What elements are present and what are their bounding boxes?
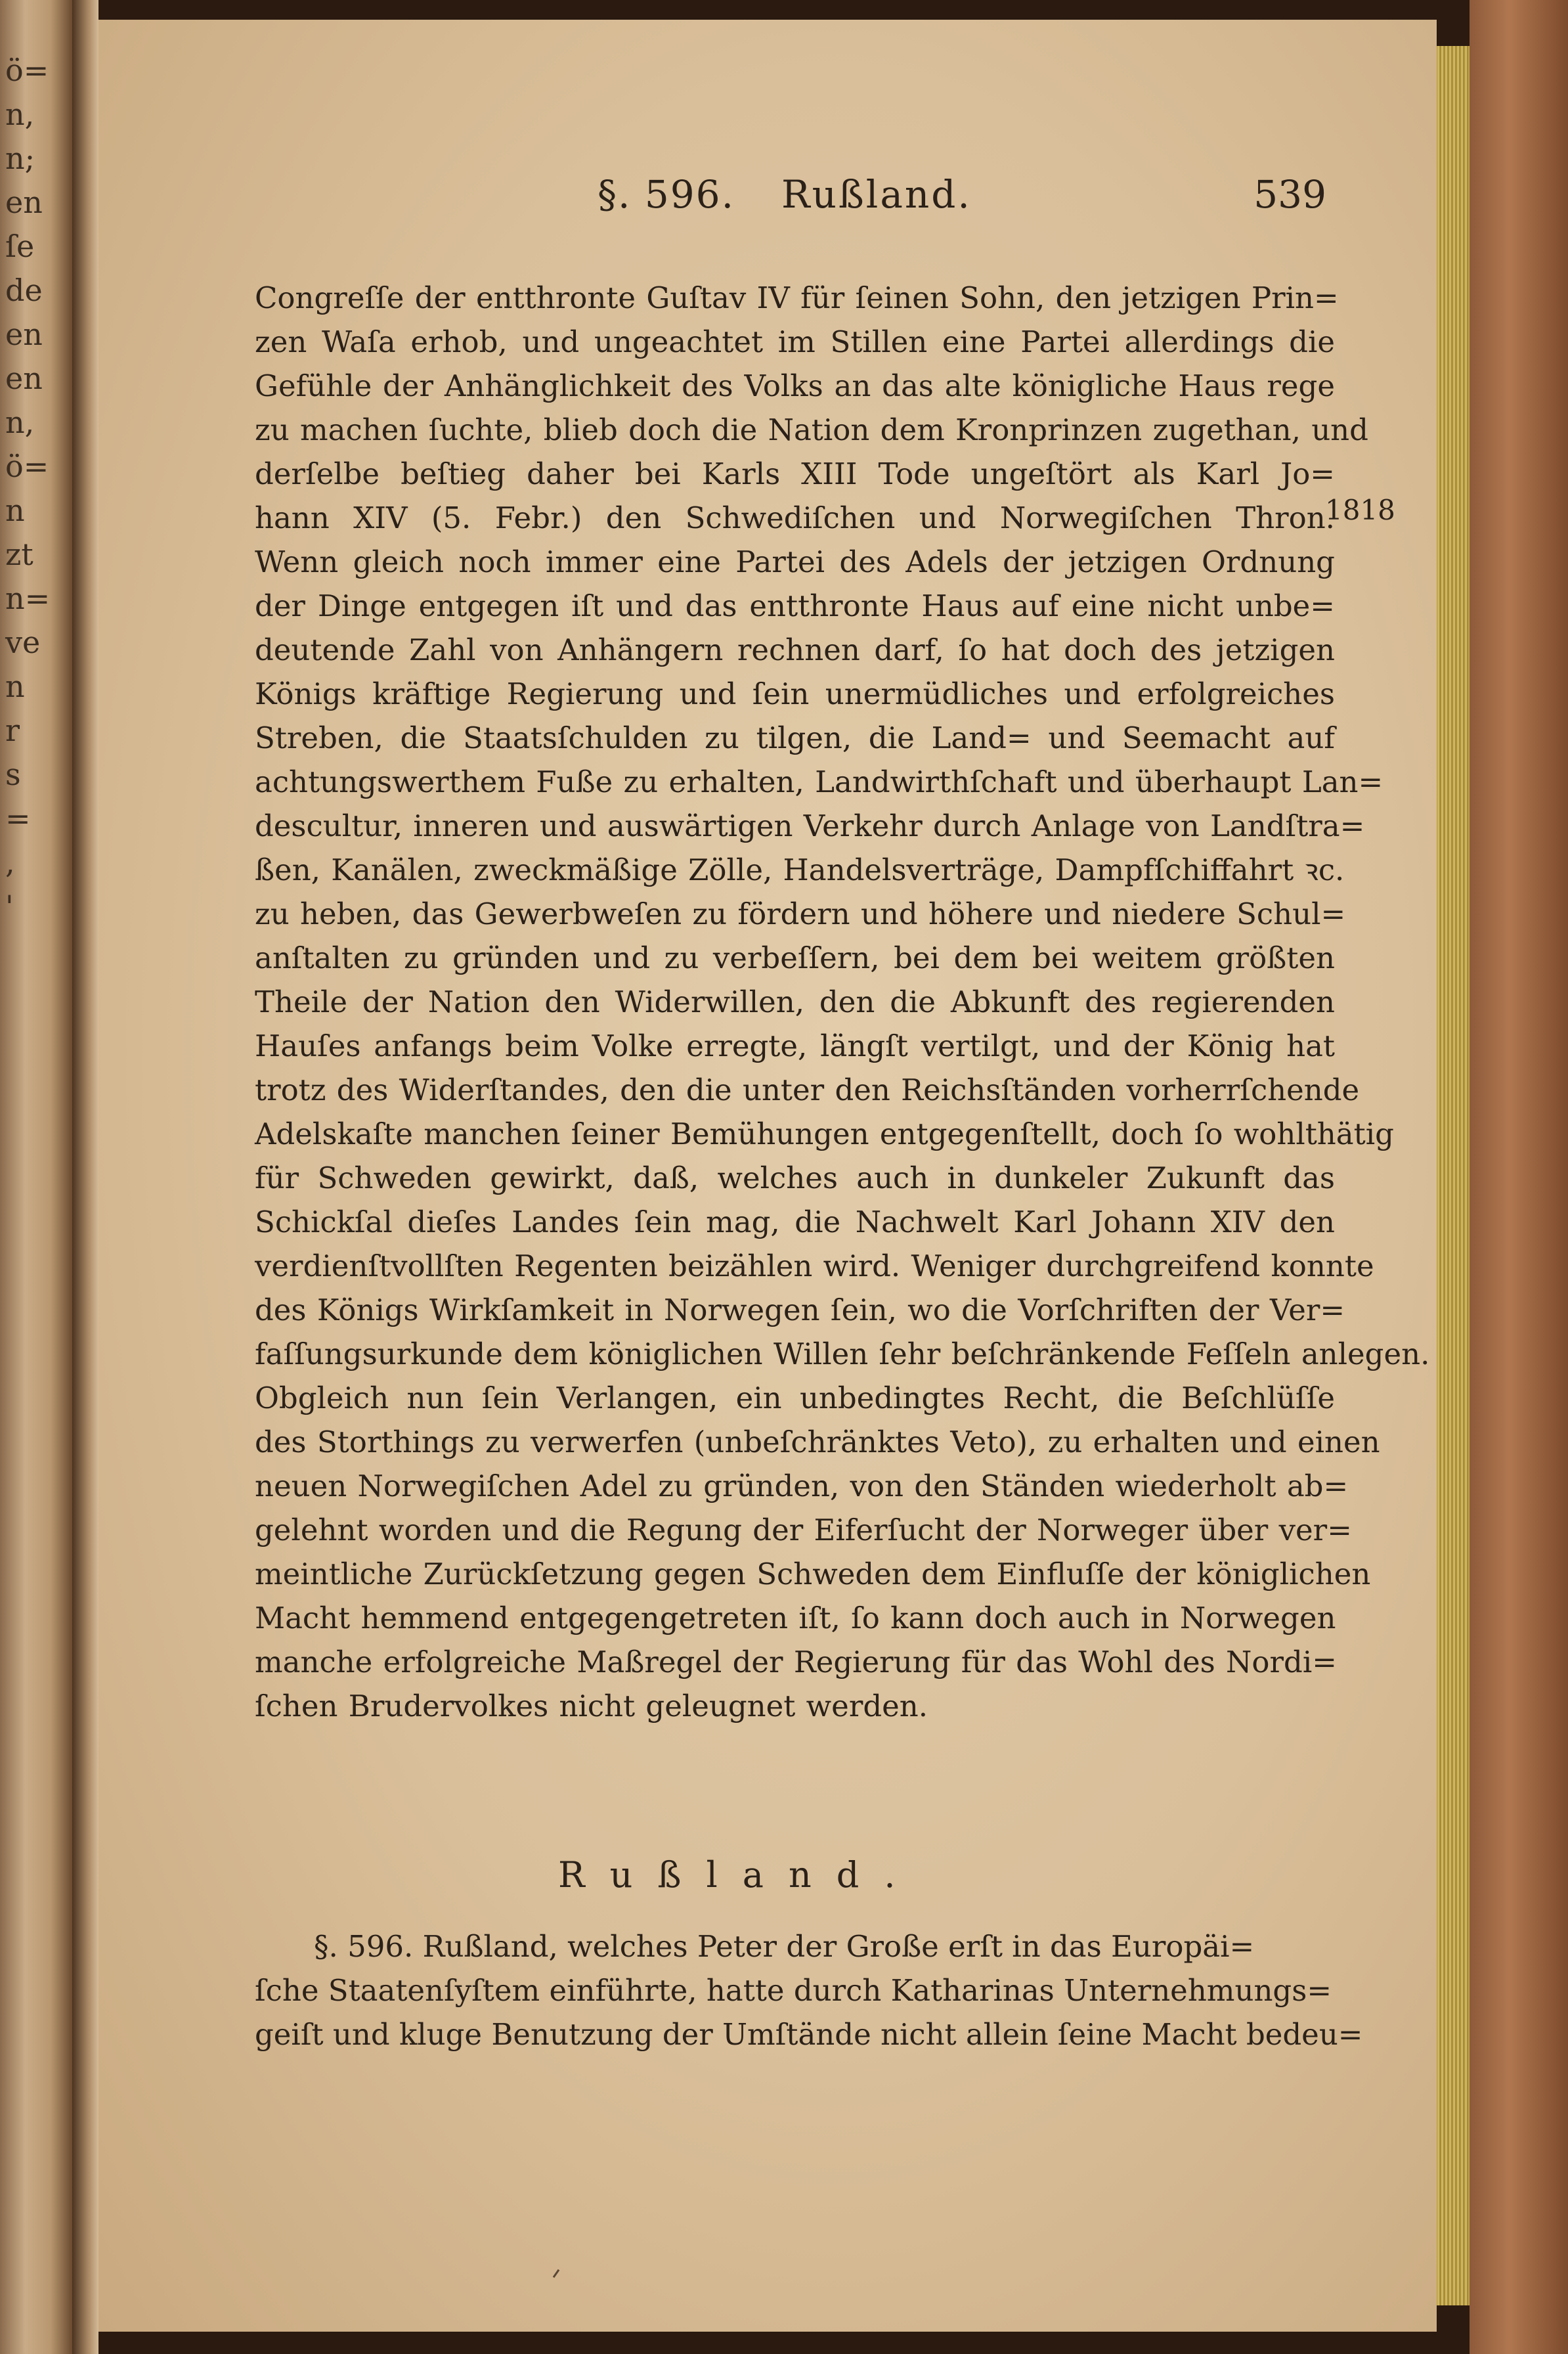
text-line: meintliche Zurückſetzung gegen Schweden dem Einfluſſe der königlichen xyxy=(255,1557,1371,1591)
prev-page-fragment: ve xyxy=(5,625,41,660)
text-line: der Dinge entgegen iſt und das entthronte Haus auf eine nicht unbe= xyxy=(255,588,1335,623)
section-text-line: §. 596. Rußland, welches Peter der Große erſt in das Europäi= xyxy=(314,1929,1255,1964)
prev-page-fragment: ſe xyxy=(5,229,35,264)
text-line: derſelbe beſtieg daher bei Karls XIII Tode ungeſtört als Karl Jo= xyxy=(255,456,1335,491)
text-line: Obgleich nun ſein Verlangen, ein unbedingtes Recht, die Beſchlüſſe xyxy=(255,1381,1335,1415)
prev-page-fragment: r xyxy=(5,713,20,748)
header-section: §. 596. xyxy=(598,172,735,217)
text-line: des Königs Wirkſamkeit in Norwegen ſein, wo die Vorſchriften der Ver= xyxy=(255,1293,1345,1327)
prev-page-fragment: n= xyxy=(5,581,51,616)
prev-page-fragment: en xyxy=(5,185,43,220)
section-text xyxy=(255,1924,1363,2056)
text-line: trotz des Widerſtandes, den die unter den Reichsſtänden vorherrſchende xyxy=(255,1073,1360,1107)
text-line: Congreſſe der entthronte Guſtav IV für ſeinen Sohn, den jetzigen Prin= xyxy=(255,280,1339,315)
prev-page-fragment: en xyxy=(5,361,43,396)
book-cover-edge xyxy=(1470,0,1568,2354)
text-line: Gefühle der Anhänglichkeit des Volks an das alte königliche Haus rege xyxy=(255,368,1335,403)
prev-page-fragment: ö= xyxy=(5,53,49,88)
prev-page-fragment: ' xyxy=(5,889,14,924)
text-line: Königs kräftige Regierung und ſein unermüdliches und erfolgreiches xyxy=(255,677,1335,711)
gilt-page-edges xyxy=(1437,46,1470,2305)
text-line: ßen, Kanälen, zweckmäßige Zölle, Handelsverträge, Dampfſchiffahrt ꝛc. xyxy=(255,853,1345,887)
book-gutter xyxy=(72,0,98,2354)
prev-page-fragment: n xyxy=(5,493,25,528)
section-text-line: geiſt und kluge Benutzung der Umſtände nicht allein ſeine Macht bedeu= xyxy=(255,2017,1363,2052)
text-line: hann XIV (5. Febr.) den Schwediſchen und Norwegiſchen Thron. xyxy=(255,500,1335,535)
text-line: Macht hemmend entgegengetreten iſt, ſo kann doch auch in Norwegen xyxy=(255,1601,1336,1635)
section-heading: Rußland. xyxy=(558,1854,921,1896)
text-line: manche erfolgreiche Maßregel der Regierung für das Wohl des Nordi= xyxy=(255,1645,1337,1679)
header-title: Rußland. xyxy=(781,172,972,217)
previous-page-fragments xyxy=(0,26,72,2325)
prev-page-fragment: = xyxy=(5,801,31,836)
text-line: Hauſes anfangs beim Volke erregte, längſt vertilgt, und der König hat xyxy=(255,1029,1335,1063)
text-line: ſchen Brudervolkes nicht geleugnet werden. xyxy=(255,1689,928,1723)
prev-page-fragment: zt xyxy=(5,537,33,572)
prev-page-fragment: n, xyxy=(5,97,35,132)
text-line: faſſungsurkunde dem königlichen Willen ſehr beſchränkende Feſſeln anlegen. xyxy=(255,1337,1430,1371)
prev-page-fragment: en xyxy=(5,317,43,352)
prev-page-fragment: n, xyxy=(5,405,35,440)
text-line: gelehnt worden und die Regung der Eiferſucht der Norweger über ver= xyxy=(255,1513,1352,1547)
text-line: für Schweden gewirkt, daß, welches auch in dunkeler Zukunft das xyxy=(255,1161,1335,1195)
section-text-line: ſche Staatenſyſtem einführte, hatte durch Katharinas Unternehmungs= xyxy=(255,1973,1332,2008)
text-line: Theile der Nation den Widerwillen, den die Abkunft des regierenden xyxy=(255,985,1335,1019)
prev-page-fragment: ö= xyxy=(5,449,49,484)
text-line: des Storthings zu verwerfen (unbeſchränktes Veto), zu erhalten und einen xyxy=(255,1425,1380,1459)
prev-page-fragment: n xyxy=(5,669,25,704)
text-line: zen Waſa erhob, und ungeachtet im Stillen eine Partei allerdings die xyxy=(255,324,1335,359)
book-page xyxy=(98,20,1437,2332)
text-line: neuen Norwegiſchen Adel zu gründen, von den Ständen wiederholt ab= xyxy=(255,1469,1349,1503)
pencil-mark xyxy=(553,2269,559,2278)
text-line: Adelskaſte manchen ſeiner Bemühungen entgegenſtellt, doch ſo wohlthätig xyxy=(255,1117,1394,1151)
prev-page-fragment: n; xyxy=(5,141,35,176)
text-line: descultur, inneren und auswärtigen Verkehr durch Anlage von Landſtra= xyxy=(255,809,1365,843)
text-line: zu machen ſuchte, blieb doch die Nation dem Kronprinzen zugethan, und xyxy=(255,412,1368,447)
text-line: zu heben, das Gewerbweſen zu fördern und höhere und niedere Schul= xyxy=(255,897,1346,931)
text-line: Schickſal dieſes Landes ſein mag, die Nachwelt Karl Johann XIV den xyxy=(255,1205,1335,1239)
page-number: 539 xyxy=(1253,172,1326,217)
text-line: deutende Zahl von Anhängern rechnen darf, ſo hat doch des jetzigen xyxy=(255,633,1335,667)
margin-year-note: 1818 xyxy=(1325,494,1395,526)
text-line: Streben, die Staatsſchulden zu tilgen, die Land= und Seemacht auf xyxy=(255,721,1335,755)
text-line: verdienſtvollſten Regenten beizählen wird. Weniger durchgreifend konnte xyxy=(255,1249,1374,1283)
text-line: achtungswerthem Fuße zu erhalten, Landwirthſchaft und überhaupt Lan= xyxy=(255,765,1383,799)
prev-page-fragment: de xyxy=(5,273,43,308)
prev-page-fragment: s xyxy=(5,757,21,792)
text-line: anſtalten zu gründen und zu verbeſſern, bei dem bei weitem größten xyxy=(255,941,1335,975)
running-header xyxy=(374,172,1346,231)
prev-page-fragment: , xyxy=(5,845,15,880)
text-line: Wenn gleich noch immer eine Partei des Adels der jetzigen Ordnung xyxy=(255,544,1335,579)
